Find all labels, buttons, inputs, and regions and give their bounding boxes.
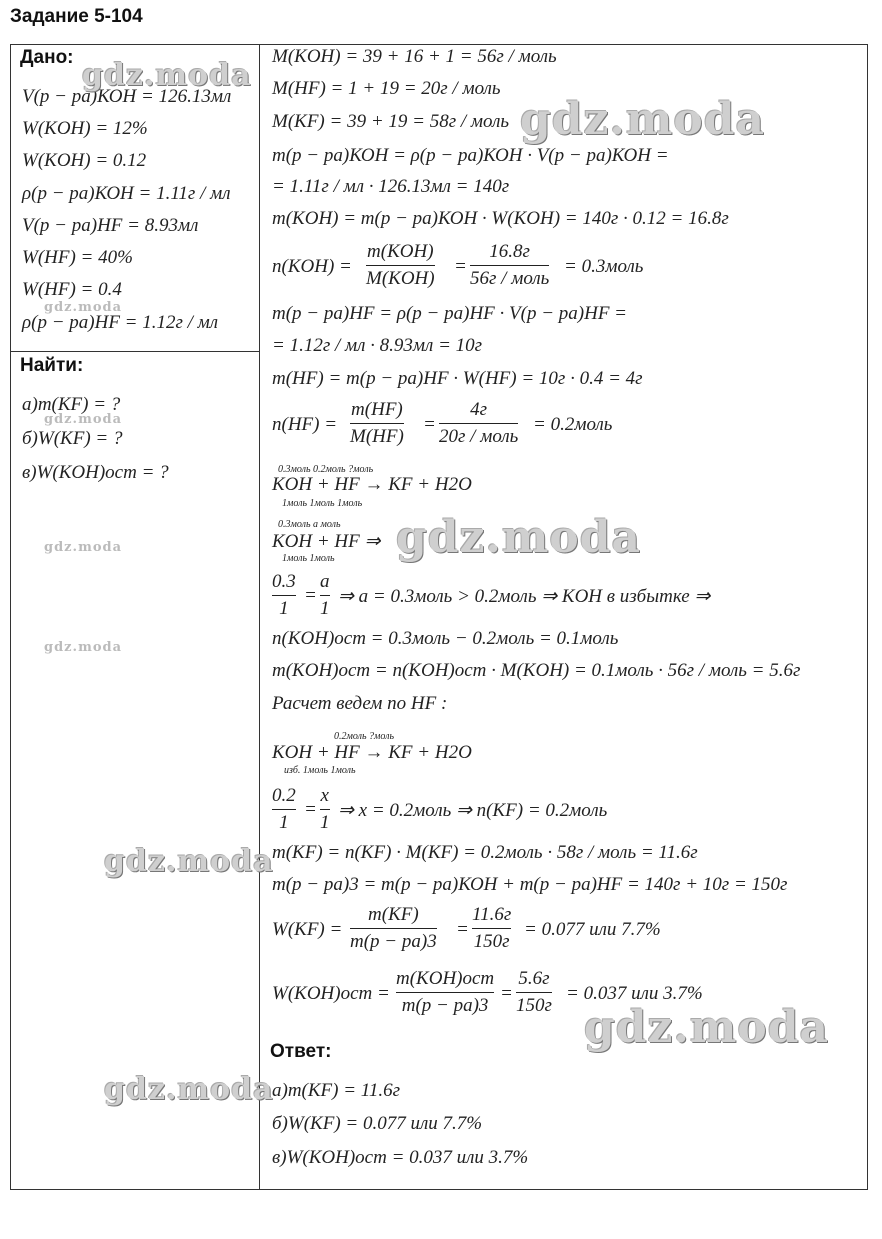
fraction <box>396 968 494 1017</box>
solution-line: = 0.2моль <box>533 414 613 435</box>
solution-line: = 0.037 или 3.7% <box>566 983 703 1004</box>
solution-line: n(HF) = <box>272 414 338 435</box>
equals-sign: = <box>304 585 317 606</box>
denominator: 150г <box>473 931 510 952</box>
solution-line: m(p − pa)КОН = ρ(p − pa)КОН · V(p − pa)КОН = <box>272 145 669 166</box>
equals-sign: = <box>456 919 469 940</box>
solution-line: ⇒ x = 0.2моль ⇒ n(KF) = 0.2моль <box>338 800 608 821</box>
numerator: m(KOH)ост <box>396 968 495 989</box>
equals-sign: = <box>500 983 513 1004</box>
fraction-bar <box>320 595 330 596</box>
reaction-annotation-bottom: 1моль 1моль 1моль <box>282 498 363 509</box>
watermark: gdz.moda <box>44 640 123 655</box>
solution-line: W(KF) = <box>272 919 343 940</box>
solution-line: n(KOH) = <box>272 256 352 277</box>
numerator: 4г <box>470 399 488 420</box>
watermark: gdz.moda <box>104 1072 274 1107</box>
numerator: x <box>320 785 329 806</box>
reaction-annotation-top: 0.2моль ?моль <box>334 731 395 742</box>
fraction <box>439 399 518 448</box>
reaction-equation: KOH + HF → KF + H2O <box>272 742 472 763</box>
reaction-annotation-bottom: 1моль 1моль <box>282 553 335 564</box>
fraction <box>470 241 549 290</box>
watermark: gdz.moda <box>584 1002 830 1053</box>
fraction-bar <box>516 992 552 993</box>
fraction-bar <box>470 265 549 266</box>
solution-line: M(HF) = 1 + 19 = 20г / моль <box>272 78 501 99</box>
fraction <box>320 785 330 834</box>
column-divider <box>259 44 260 1190</box>
given-item: ρ(p − pa)КОН = 1.11г / мл <box>22 183 231 204</box>
solution-line: n(KOH)ост = 0.3моль − 0.2моль = 0.1моль <box>272 628 619 649</box>
find-item: б)W(KF) = ? <box>22 428 123 449</box>
page-title: Задание 5-104 <box>10 6 143 27</box>
numerator: m(KOH) <box>367 241 434 262</box>
denominator: M(HF) <box>350 426 404 447</box>
find-item: а)m(KF) = ? <box>22 394 121 415</box>
given-item: W(KOH) = 0.12 <box>22 150 147 171</box>
fraction <box>366 241 435 290</box>
equals-sign: = <box>304 799 317 820</box>
answer-item: а)m(KF) = 11.6г <box>272 1080 401 1101</box>
answer-item: в)W(KOH)ост = 0.037 или 3.7% <box>272 1147 529 1168</box>
solution-line: M(KF) = 39 + 19 = 58г / моль <box>272 111 509 132</box>
solution-line: W(KOH)ост = <box>272 983 390 1004</box>
given-item: W(HF) = 40% <box>22 247 133 268</box>
denominator: 1 <box>279 812 289 833</box>
solution-line: m(KF) = n(KF) · M(KF) = 0.2моль · 58г / моль = 11.6г <box>272 842 698 863</box>
fraction-bar <box>350 928 437 929</box>
reaction-annotation-top: 0.3моль a моль <box>278 519 341 530</box>
given-item: W(KOH) = 12% <box>22 118 148 139</box>
watermark: gdz.moda <box>44 300 123 315</box>
numerator: m(HF) <box>351 399 403 420</box>
reaction-annotation-top: 0.3моль 0.2моль ?моль <box>278 464 374 475</box>
solution-line: Расчет ведем по HF : <box>272 693 448 714</box>
fraction-bar <box>350 423 404 424</box>
watermark: gdz.moda <box>82 58 252 93</box>
solution-line: = 0.3моль <box>564 256 644 277</box>
fraction <box>272 571 296 620</box>
answer-item: б)W(KF) = 0.077 или 7.7% <box>272 1113 483 1134</box>
solution-line: ⇒ a = 0.3моль > 0.2моль ⇒ KOH в избытке ⇒ <box>338 586 711 607</box>
solution-line: m(HF) = m(p − pa)HF · W(HF) = 10г · 0.4 = 4г <box>272 368 643 389</box>
fraction <box>350 904 437 953</box>
equals-sign: = <box>423 414 436 435</box>
fraction <box>320 571 330 620</box>
find-item: в)W(KOH)ост = ? <box>22 462 169 483</box>
given-item: V(p − pa)HF = 8.93мл <box>22 215 199 236</box>
denominator: M(KOH) <box>366 268 435 289</box>
numerator: 5.6г <box>518 968 550 989</box>
fraction <box>472 904 511 953</box>
fraction-bar <box>472 928 511 929</box>
find-heading: Найти: <box>20 355 84 376</box>
solution-line: = 1.12г / мл · 8.93мл = 10г <box>272 335 483 356</box>
numerator: 11.6г <box>472 904 512 925</box>
numerator: a <box>320 571 330 592</box>
reaction-equation: KOH + HF ⇒ <box>272 531 381 552</box>
reaction-equation: KOH + HF → KF + H2O <box>272 474 472 495</box>
denominator: 56г / моль <box>470 268 550 289</box>
fraction-bar <box>396 992 494 993</box>
given-item: V(p − pa)КОН = 126.13мл <box>22 86 232 107</box>
fraction-bar <box>272 809 296 810</box>
denominator: m(p − pa)3 <box>401 995 489 1016</box>
fraction <box>272 785 296 834</box>
fraction <box>350 399 404 448</box>
watermark: gdz.moda <box>520 94 766 145</box>
fraction-bar <box>272 595 296 596</box>
watermark: gdz.moda <box>104 844 274 879</box>
denominator: 20г / моль <box>439 426 519 447</box>
watermark: gdz.moda <box>44 540 123 555</box>
denominator: 1 <box>320 598 330 619</box>
solution-line: = 1.11г / мл · 126.13мл = 140г <box>272 176 510 197</box>
solution-line: m(p − pa)3 = m(p − pa)КОН + m(p − pa)HF = 140г + 10г = 150г <box>272 874 788 895</box>
numerator: 0.2 <box>272 785 296 806</box>
given-heading: Дано: <box>20 47 74 68</box>
denominator: 150г <box>516 995 552 1016</box>
fraction <box>516 968 552 1017</box>
denominator: 1 <box>320 812 330 833</box>
reaction-annotation-bottom: изб. 1моль 1моль <box>284 765 356 776</box>
fraction-bar <box>366 265 435 266</box>
solution-line: m(p − pa)HF = ρ(p − pa)HF · V(p − pa)HF = <box>272 303 627 324</box>
watermark: gdz.moda <box>44 412 123 427</box>
given-item: W(HF) = 0.4 <box>22 279 122 300</box>
denominator: m(p − pa)3 <box>350 931 437 952</box>
row-divider <box>10 351 260 352</box>
fraction-bar <box>439 423 518 424</box>
fraction-bar <box>320 809 330 810</box>
numerator: 16.8г <box>489 241 530 262</box>
watermark: gdz.moda <box>396 512 642 563</box>
denominator: 1 <box>279 598 289 619</box>
solution-line: M(KOH) = 39 + 16 + 1 = 56г / моль <box>272 46 557 67</box>
numerator: m(KF) <box>368 904 419 925</box>
given-item: ρ(p − pa)HF = 1.12г / мл <box>22 312 219 333</box>
solution-line: m(KOH)ост = n(KOH)ост · M(KOH) = 0.1моль · 56г / моль = 5.6г <box>272 660 801 681</box>
solution-line: = 0.077 или 7.7% <box>524 919 661 940</box>
numerator: 0.3 <box>272 571 296 592</box>
solution-line: m(KOH) = m(p − pa)КОН · W(KOH) = 140г · 0.12 = 16.8г <box>272 208 729 229</box>
equals-sign: = <box>454 256 467 277</box>
answer-heading: Ответ: <box>270 1041 332 1062</box>
